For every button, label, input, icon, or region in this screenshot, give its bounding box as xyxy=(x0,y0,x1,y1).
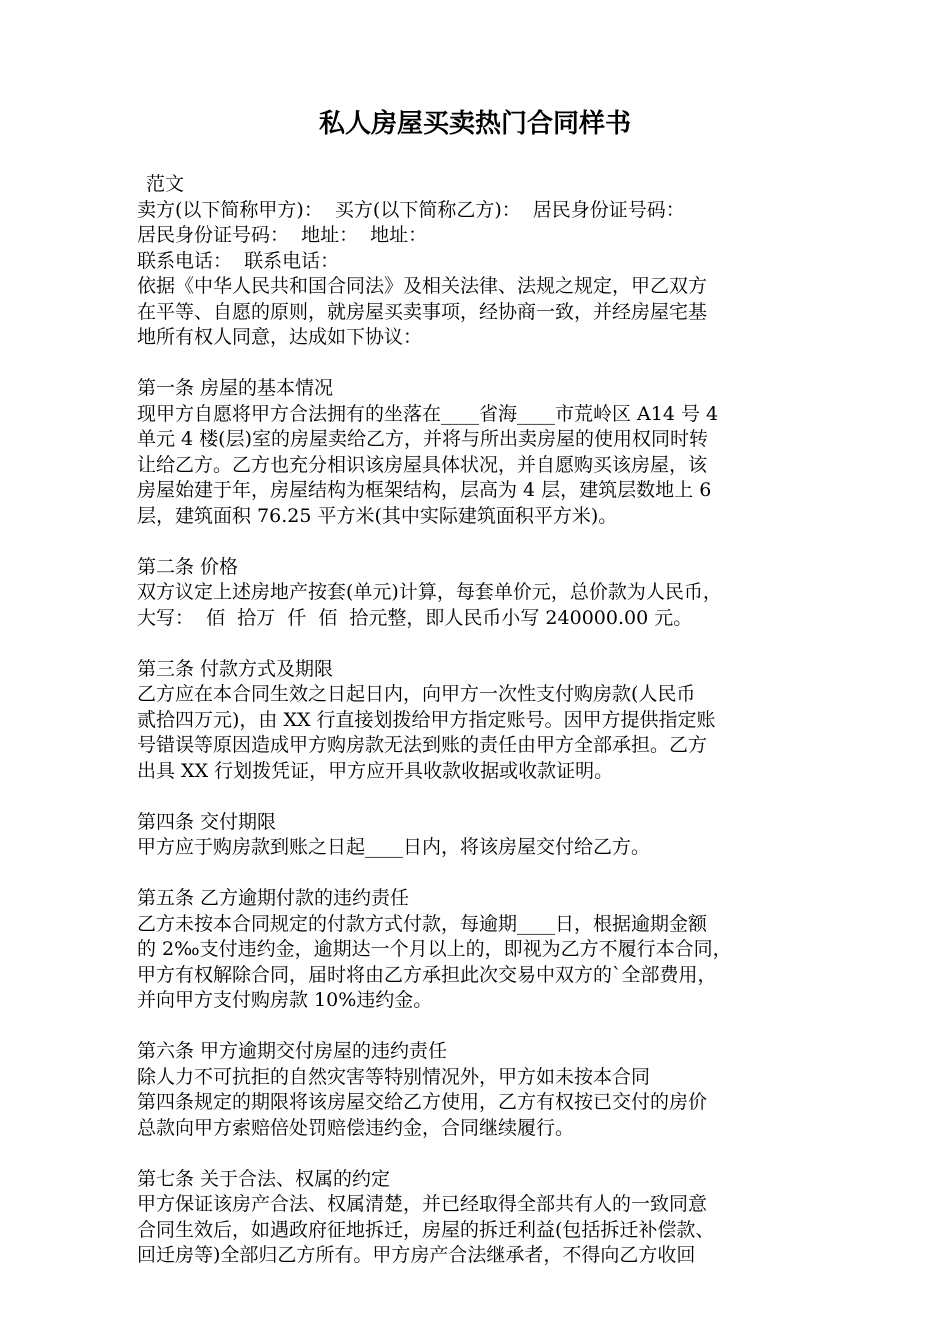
text-line: 在平等、自愿的原则，就房屋买卖事项，经协商一致，并经房屋宅基 xyxy=(137,300,708,323)
section-heading: 第三条 付款方式及期限 xyxy=(137,657,334,680)
paragraph-gap xyxy=(137,784,827,810)
document-title: 私人房屋买卖热门合同样书 xyxy=(318,109,631,139)
section-heading: 第六条 甲方逾期交付房屋的违约责任 xyxy=(137,1040,448,1062)
text-line: 合同生效后，如遇政府征地拆迁，房屋的拆迁利益(包括拆迁补偿款、 xyxy=(137,1218,715,1241)
text-line: 甲方应于购房款到账之日起____日内，将该房屋交付给乙方。 xyxy=(137,836,651,858)
text-line: 乙方未按本合同规定的付款方式付款，每逾期____日，根据逾期金额 xyxy=(137,912,708,935)
paragraph-gap xyxy=(137,861,827,887)
text-line: 联系电话： 联系电话： xyxy=(137,249,340,272)
text-line: 的 2‰支付违约金，逾期达一个月以上的，即视为乙方不履行本合同， xyxy=(137,938,732,960)
section-heading: 第七条 关于合法、权属的约定 xyxy=(137,1167,391,1190)
section-heading: 第四条规定的期限将该房屋交给乙方使用，乙方有权按已交付的房价 xyxy=(137,1091,708,1113)
text-line: 回迁房等)全部归乙方所有。甲方房产合法继承者，不得向乙方收回 xyxy=(137,1244,696,1266)
section-heading: 第二条 价格 xyxy=(137,555,239,578)
text-line: 让给乙方。乙方也充分相识该房屋具体状况，并自愿购买该房屋，该 xyxy=(137,453,708,476)
text-line: 现甲方自愿将甲方合法拥有的坐落在____省海____市荒岭区 A14 号 4 xyxy=(137,402,719,425)
text-line: 范文 xyxy=(146,173,185,195)
text-line: 大写： 佰 拾万 仟 佰 拾元整，即人民币小写 240000.00 元。 xyxy=(137,606,693,629)
text-line: 总款向甲方索赔倍处罚赔偿违约金，合同继续履行。 xyxy=(137,1116,575,1139)
paragraph-gap xyxy=(137,529,827,555)
paragraph-gap xyxy=(137,1141,827,1167)
paragraph-gap xyxy=(137,1014,827,1040)
text-line: 卖方(以下简称甲方)： 买方(以下简称乙方)： 居民身份证号码： xyxy=(137,198,685,221)
text-line: 甲方保证该房产合法、权属清楚，并已经取得全部共有人的一致同意 xyxy=(137,1193,708,1215)
paragraph-gap xyxy=(137,351,827,377)
paragraph-gap xyxy=(137,631,827,657)
text-line: 号错误等原因造成甲方购房款无法到账的责任由甲方全部承担。乙方 xyxy=(137,734,708,756)
text-line: 并向甲方支付购房款 10%违约金。 xyxy=(137,989,433,1011)
text-line: 除人力不可抗拒的自然灾害等特别情况外，甲方如未按本合同 xyxy=(137,1065,651,1088)
text-line: 出具 XX 行划拨凭证，甲方应开具收款收据或收款证明。 xyxy=(137,759,614,782)
section-heading: 第四条 交付期限 xyxy=(137,810,277,833)
text-line: 地所有权人同意，达成如下协议： xyxy=(137,326,423,348)
text-line: 双方议定上述房地产按套(单元)计算，每套单价元，总价款为人民币， xyxy=(137,581,722,603)
section-heading: 第五条 乙方逾期付款的违约责任 xyxy=(137,887,410,909)
text-line: 房屋始建于年，房屋结构为框架结构，层高为 4 层，建筑层数地上 6 xyxy=(137,479,712,501)
section-heading: 第一条 房屋的基本情况 xyxy=(137,377,334,399)
text-line: 单元 4 楼(层)室的房屋卖给乙方，并将与所出卖房屋的使用权同时转 xyxy=(137,428,708,450)
text-line: 甲方有权解除合同，届时将由乙方承担此次交易中双方的`全部费用， xyxy=(137,963,717,986)
text-line: 乙方应在本合同生效之日起日内，向甲方一次性支付购房款(人民币 xyxy=(137,683,696,705)
text-line: 居民身份证号码： 地址： 地址： xyxy=(137,224,428,246)
text-line: 依据《中华人民共和国合同法》及相关法律、法规之规定，甲乙双方 xyxy=(137,275,708,297)
text-line: 贰拾四万元)，由 XX 行直接划拨给甲方指定账号。因甲方提供指定账 xyxy=(137,708,716,731)
text-line: 层，建筑面积 76.25 平方米(其中实际建筑面积平方米)。 xyxy=(137,504,618,527)
document-body xyxy=(137,172,827,1269)
